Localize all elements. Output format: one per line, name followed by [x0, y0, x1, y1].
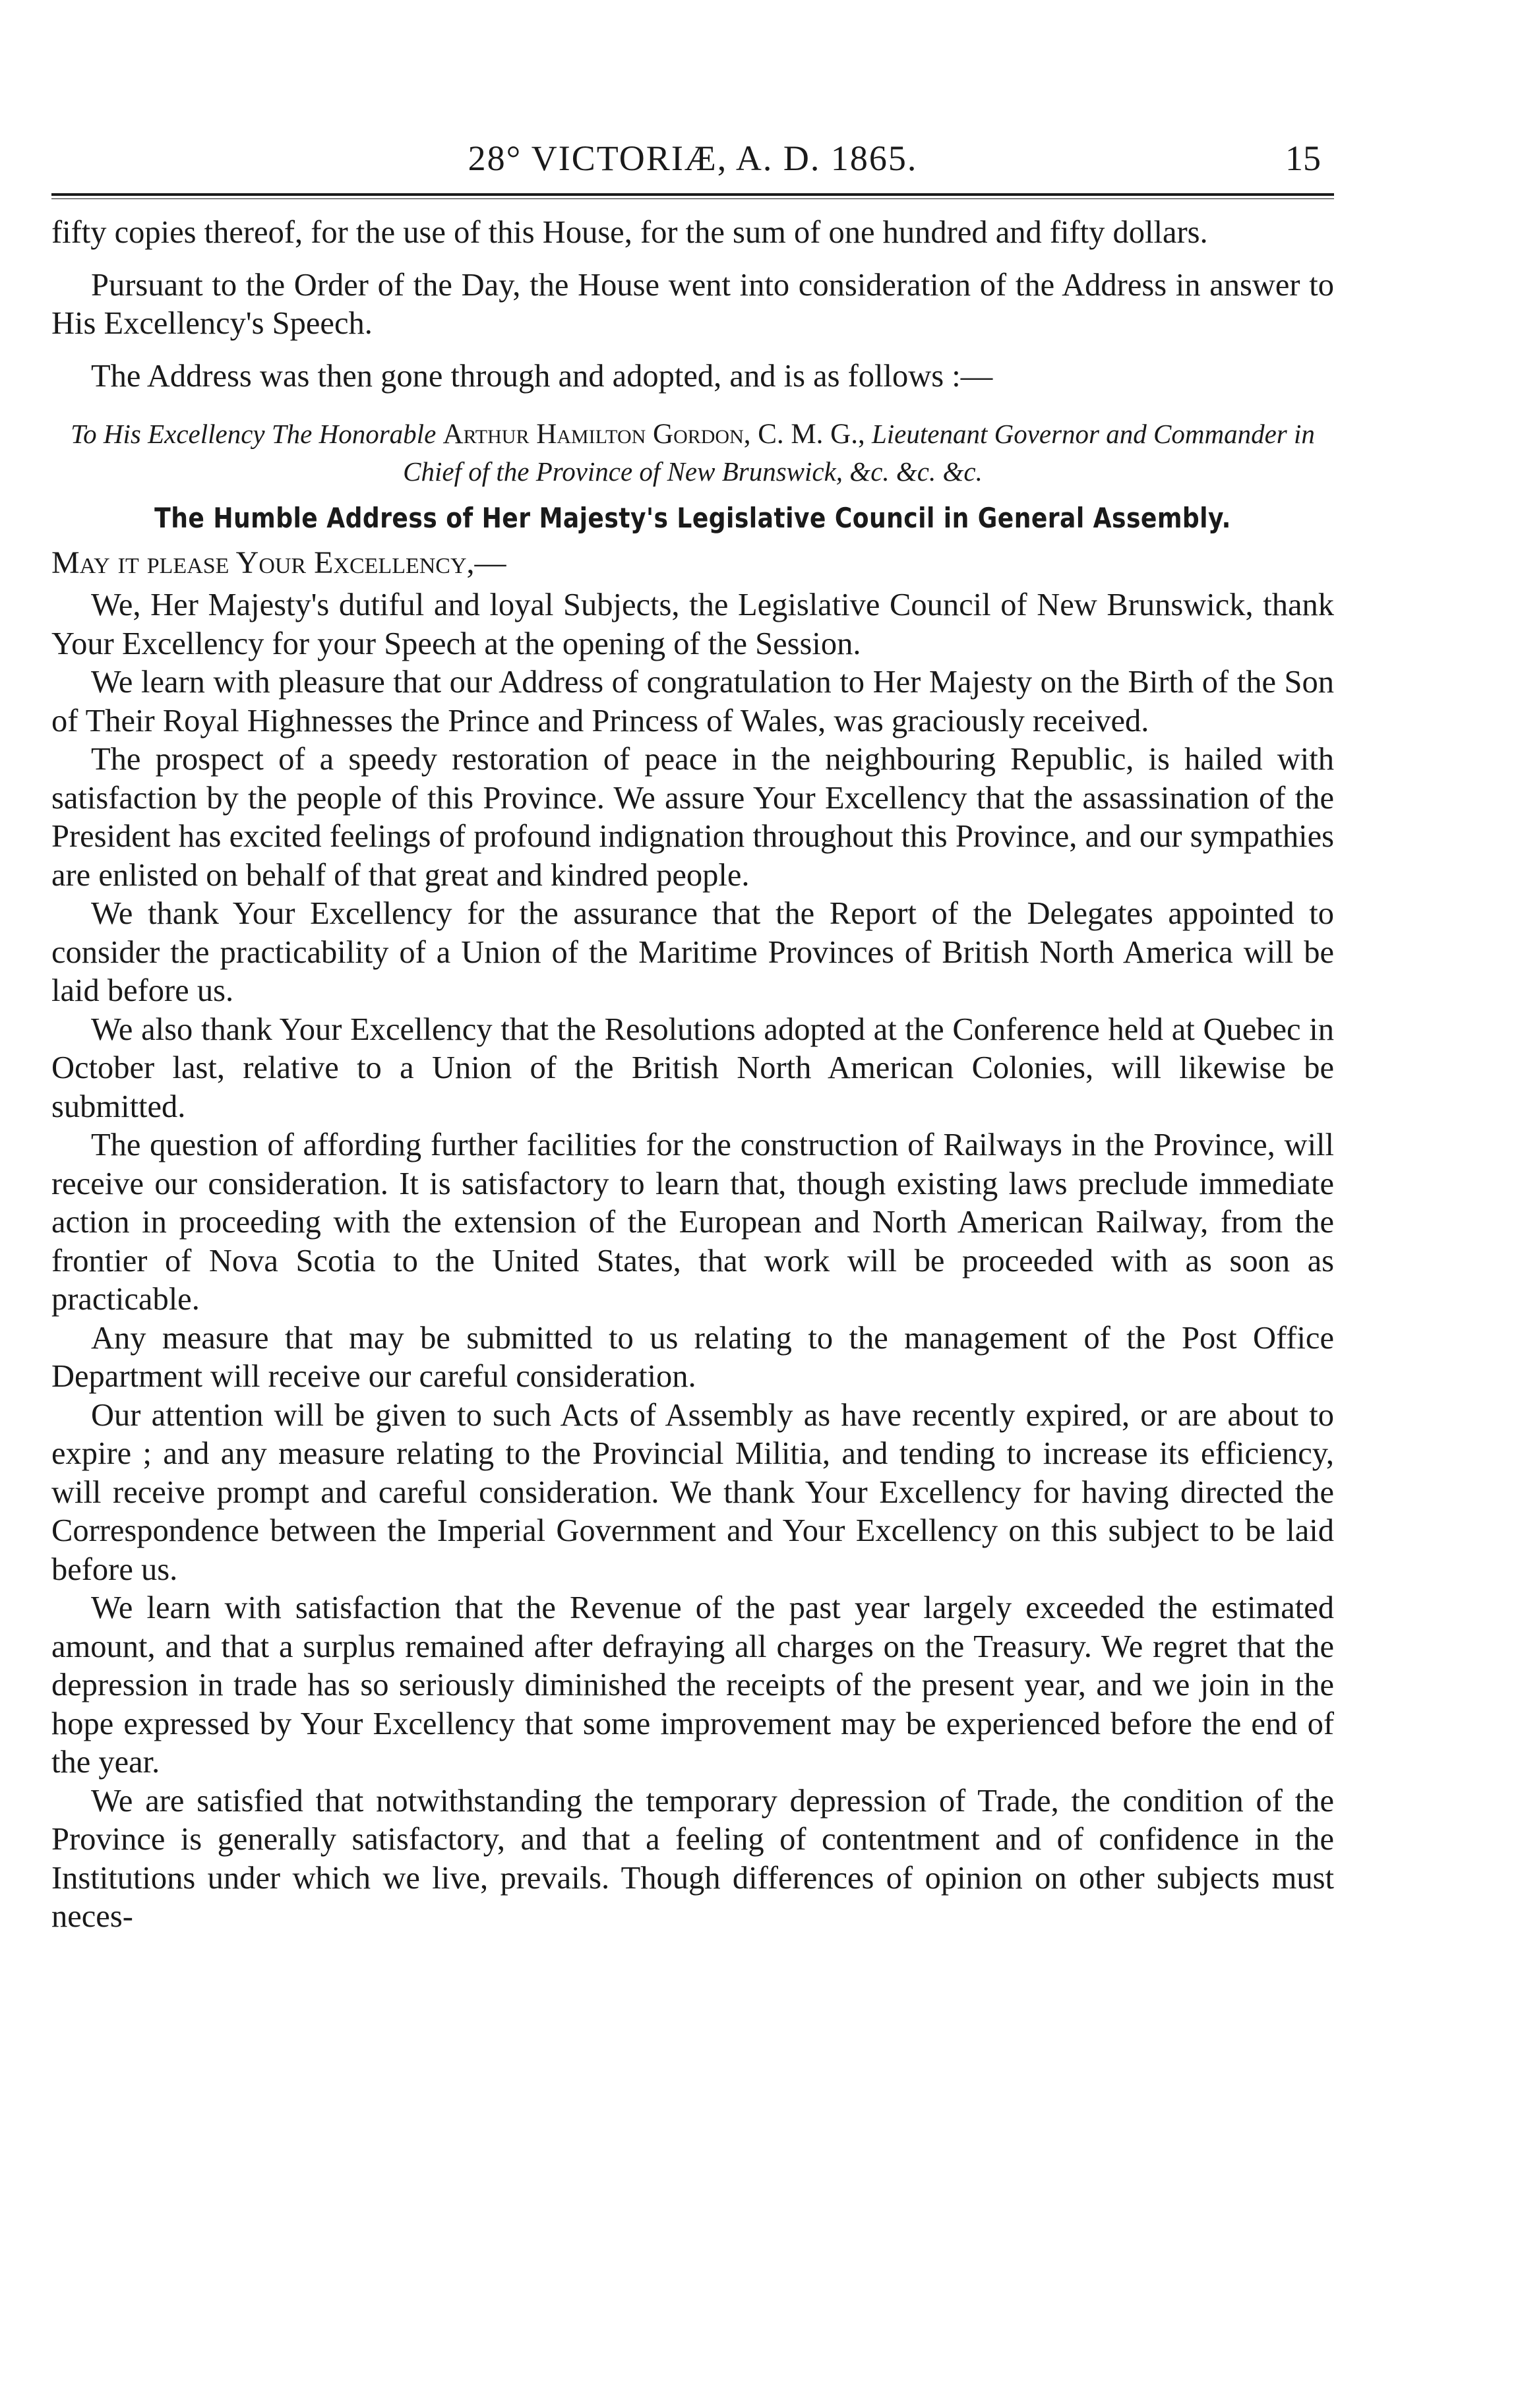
- intro-paragraph: Pursuant to the Order of the Day, the House went into consideration of the Address in answer to His Excellency's Speech.: [51, 268, 1334, 341]
- document-page: [51, 129, 1334, 1937]
- address-heading: The Humble Address of Her Majesty's Legislative Council in General Assembly.: [154, 502, 1231, 534]
- addressee-suffix: Lieutenant Governor and Commander in Chief of the Province of New Brunswick, &c. &c. &c.: [403, 419, 1315, 487]
- page-number: 15: [1285, 138, 1321, 178]
- addressee-prefix: To His Excellency The Honorable: [71, 419, 437, 449]
- address-paragraph: We are satisfied that notwithstanding the temporary depression of Trade, the condition of the Province is generally satisfactory, and that a feeling of contentment and of confidence in the Institutions under which we live, prevails. Though differences of opinion on other subjects must neces-: [51, 1783, 1334, 1934]
- address-body: [51, 586, 1334, 1937]
- intro-paragraph: The Address was then gone through and adopted, and is as follows :—: [91, 359, 993, 394]
- addressee-name: Arthur Hamilton Gordon, C. M. G.,: [442, 419, 865, 450]
- addressee: [51, 415, 1334, 490]
- address-paragraph: We learn with satisfaction that the Revenue of the past year largely exceeded the estimated amount, and that a surplus remained after defraying all charges on the Treasury. We regret that the depression in trade has so seriously diminished the receipts of the present year, and we join in the hope expressed by Your Excellency that some improvement may be experienced before the end of the year.: [51, 1590, 1334, 1780]
- header-rule: [51, 193, 1334, 199]
- address-paragraph: We, Her Majesty's dutiful and loyal Subjects, the Legislative Council of New Brunswick, thank Your Excellency for your Speech at the opening of the Session.: [51, 587, 1334, 661]
- running-title: 28° VICTORIÆ, A. D. 1865.: [468, 138, 918, 178]
- address-paragraph: The prospect of a speedy restoration of peace in the neighbouring Republic, is hailed with satisfaction by the people of this Province. We assure Your Excellency that the assassination of the President has excited feelings of profound indignation throughout this Province, and our sympathies are enlisted on behalf of that great and kindred people.: [51, 742, 1334, 893]
- salutation: May it please Your Excellency,—: [51, 545, 506, 580]
- address-paragraph: Our attention will be given to such Acts of Assembly as have recently expired, or are about to expire ; and any measure relating to the Provincial Militia, and tending to increase its efficiency, will receive prompt and careful consideration. We thank Your Excellency for having directed the Correspondence between the Imperial Government and Your Excellency on this subject to be laid before us.: [51, 1397, 1334, 1587]
- address-paragraph: We learn with pleasure that our Address of congratulation to Her Majesty on the Birth of the Son of Their Royal Highnesses the Prince and Princess of Wales, was graciously received.: [51, 665, 1334, 738]
- address-paragraph: Any measure that may be submitted to us relating to the management of the Post Office Department will receive our careful consideration.: [51, 1320, 1334, 1394]
- address-paragraph: The question of affording further facilities for the construction of Railways in the Province, will receive our consideration. It is satisfactory to learn that, though existing laws preclude immediate action in proceeding with the extension of the European and North American Railway, from the frontier of Nova Scotia to the United States, that work will be proceeded with as soon as practicable.: [51, 1128, 1334, 1317]
- intro-paragraph: fifty copies thereof, for the use of this House, for the sum of one hundred and fifty dollars.: [51, 215, 1208, 250]
- page-header: [51, 129, 1334, 188]
- address-paragraph: We also thank Your Excellency that the Resolutions adopted at the Conference held at Quebec in October last, relative to a Union of the British North American Colonies, will likewise be submitted.: [51, 1011, 1334, 1124]
- address-paragraph: We thank Your Excellency for the assurance that the Report of the Delegates appointed to consider the practicability of a Union of the Maritime Provinces of British North America will be laid before us.: [51, 896, 1334, 1008]
